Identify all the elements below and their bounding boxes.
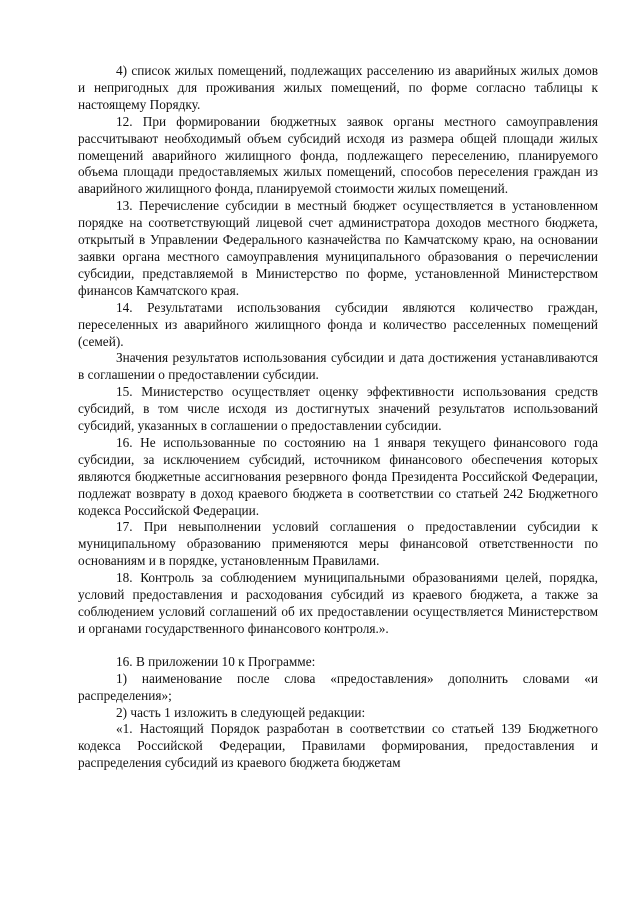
document-page <box>78 63 598 772</box>
paragraph-item-15: 15. Министерство осуществляет оценку эффективности использования средств субсидий, в том числе исходя из достигнутых значений результатов использований субсидий, указанных в соглашении о предоставлении субсидии. <box>78 384 598 434</box>
paragraph-item-17: 17. При невыполнении условий соглашения о предоставлении субсидии к муниципальному образованию применяются меры финансовой ответственности по основаниям и в порядке, установленным Правилами. <box>78 519 598 569</box>
paragraph-item-14: 14. Результатами использования субсидии являются количество граждан, переселенных из аварийного жилищного фонда и количество расселенных помещений (семей). <box>78 299 598 349</box>
paragraph-amendment-subitem-2: 2) часть 1 изложить в следующей редакции: <box>116 704 366 720</box>
paragraph-item-18: 18. Контроль за соблюдением муниципальными образованиями целей, порядка, условий предоставления и расходования субсидий из краевого бюджета, а также за соблюдением условий соглашений об их предоставлении осуществляется Министерством и органами государственного финансового контроля.». <box>78 570 598 636</box>
paragraph-results-values: Значения результатов использования субсидии и дата достижения устанавливаются в соглашении о предоставлении субсидии. <box>78 350 598 383</box>
paragraph-item-13: 13. Перечисление субсидии в местный бюджет осуществляется в установленном порядке на соответствующий лицевой счет администратора доходов местного бюджета, открытый в Управлении Федерального казначейства по Камчатскому краю, на основании заявки органа местного самоуправления муниципального образования о перечислении субсидии, представляемой в Министерство по форме, установленной Министерством финансов Камчатского края. <box>78 198 598 298</box>
paragraph-item-16: 16. Не использованные по состоянию на 1 января текущего финансового года субсидии, за исключением субсидий, источником финансового обеспечения которых являются бюджетные ассигнования резервного фонда Президента Российской Федерации, подлежат возврату в доход краевого бюджета в соответствии со статьей 242 Бюджетного кодекса Российской Федерации. <box>78 434 598 518</box>
paragraph-amendment-subitem-1: 1) наименование после слова «предоставления» дополнить словами «и распределения»; <box>78 670 598 703</box>
paragraph-item-12: 12. При формировании бюджетных заявок органы местного самоуправления рассчитывают необходимый объем субсидий исходя из размера общей площади жилых помещений аварийного жилищного фонда, подлежащего переселению, планируемого объема площади предоставляемых жилых помещений, способов переселения граждан из аварийного жилищного фонда, планируемой стоимости жилых помещений. <box>78 113 598 197</box>
paragraph-amendment-16: 16. В приложении 10 к Программе: <box>116 653 316 669</box>
paragraph-list-item-4: 4) список жилых помещений, подлежащих расселению из аварийных жилых домов и непригодных для проживания жилых помещений, по форме согласно таблицы к настоящему Порядку. <box>78 63 598 112</box>
paragraph-quoted-item-1: «1. Настоящий Порядок разработан в соответствии со статьей 139 Бюджетного кодекса Российской Федерации, Правилами формирования, предоставления и распределения субсидий из краевого бюджета бюджетам <box>78 721 598 771</box>
